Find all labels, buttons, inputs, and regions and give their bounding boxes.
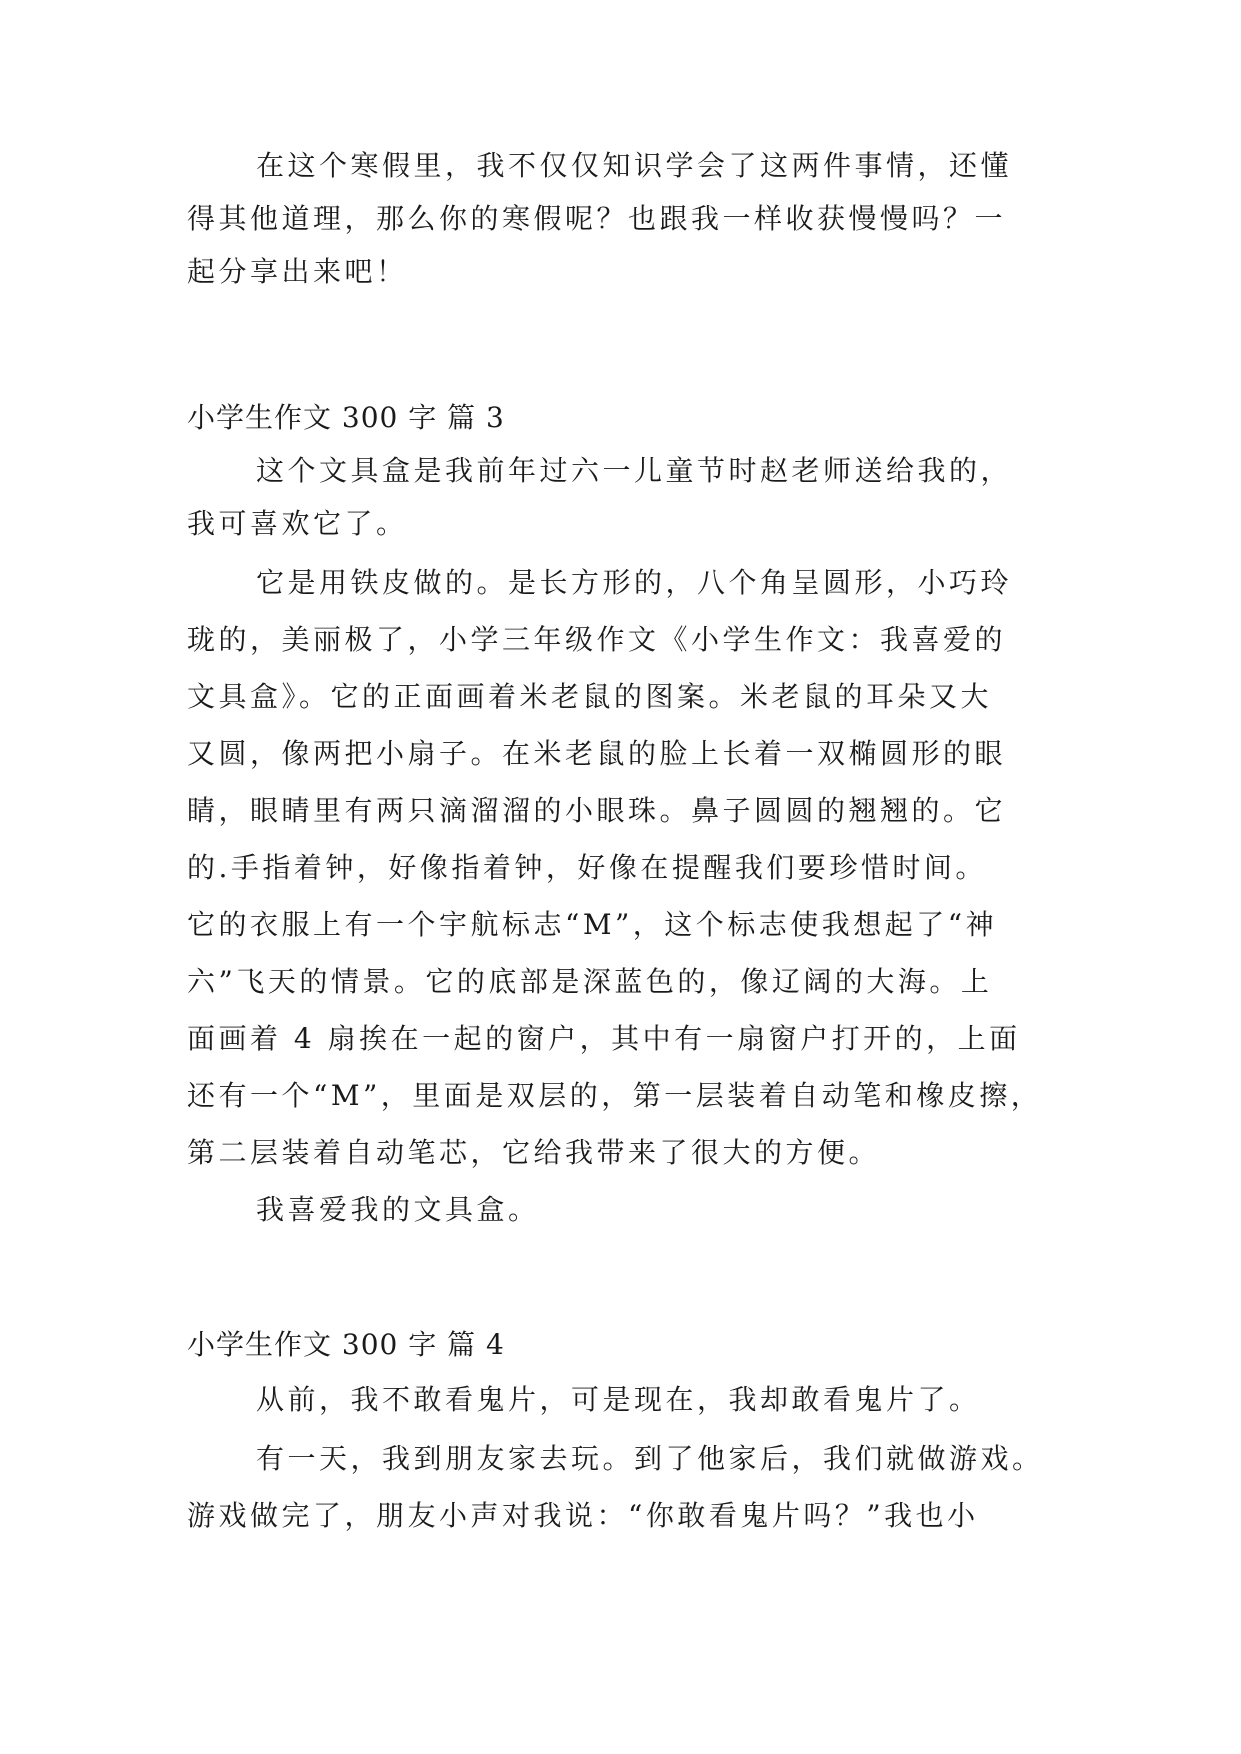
paragraph-line: 的.手指着钟，好像指着钟，好像在提醒我们要珍惜时间。 — [187, 851, 987, 884]
paragraph-line: 从前，我不敢看鬼片，可是现在，我却敢看鬼片了。 — [256, 1383, 981, 1416]
paragraph-line: 它是用铁皮做的。是长方形的，八个角呈圆形，小巧玲 — [256, 566, 1013, 599]
paragraph-line: 有一天，我到朋友家去玩。到了他家后，我们就做游戏。 — [256, 1442, 1044, 1475]
paragraph-line: 我可喜欢它了。 — [187, 507, 408, 540]
paragraph-line: 游戏做完了，朋友小声对我说：“你敢看鬼片吗？”我也小 — [187, 1499, 979, 1532]
paragraph-line: 睛，眼睛里有两只滴溜溜的小眼珠。鼻子圆圆的翘翘的。它 — [187, 794, 1007, 827]
paragraph-line: 还有一个“M”，里面是双层的，第一层装着自动笔和橡皮擦， — [187, 1079, 1043, 1112]
section-heading: 小学生作文 300 字 篇 4 — [187, 1328, 505, 1361]
paragraph-line: 又圆，像两把小扇子。在米老鼠的脸上长着一双椭圆形的眼 — [187, 737, 1007, 770]
paragraph-line: 在这个寒假里，我不仅仅知识学会了这两件事情，还懂 — [256, 149, 1013, 182]
paragraph-line: 文具盒》。它的正面画着米老鼠的图案。米老鼠的耳朵又大 — [187, 680, 993, 713]
paragraph-line: 珑的，美丽极了，小学三年级作文《小学生作文：我喜爱的 — [187, 623, 1007, 656]
paragraph-line: 我喜爱我的文具盒。 — [256, 1193, 540, 1226]
paragraph-line: 第二层装着自动笔芯，它给我带来了很大的方便。 — [187, 1136, 881, 1169]
paragraph-line: 六”飞天的情景。它的底部是深蓝色的，像辽阔的大海。上 — [187, 965, 993, 998]
section-heading: 小学生作文 300 字 篇 3 — [187, 401, 505, 434]
paragraph-line: 起分享出来吧！ — [187, 255, 408, 288]
paragraph-line: 得其他道理，那么你的寒假呢？也跟我一样收获慢慢吗？一 — [187, 202, 1007, 235]
paragraph-line: 面画着 4 扇挨在一起的窗户，其中有一扇窗户打开的，上面 — [187, 1022, 1021, 1055]
paragraph-line: 这个文具盒是我前年过六一儿童节时赵老师送给我的， — [256, 454, 1013, 487]
paragraph-line: 它的衣服上有一个宇航标志“M”，这个标志使我想起了“神 — [187, 908, 998, 941]
